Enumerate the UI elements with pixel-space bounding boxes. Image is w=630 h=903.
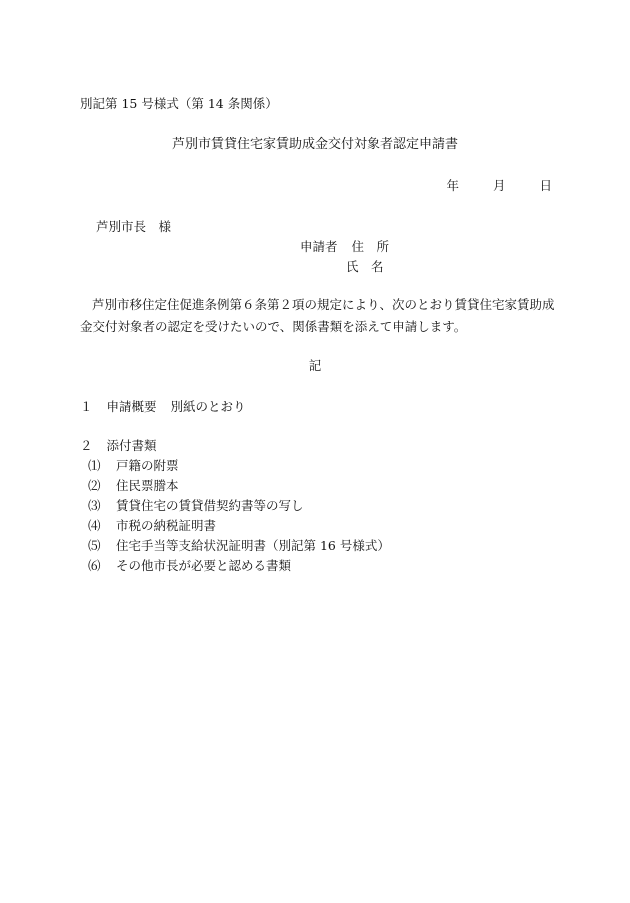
date-year: 年: [446, 178, 459, 193]
attachment-item: [88, 518, 216, 534]
section-1-text: 別紙のとおり: [170, 399, 246, 414]
attachment-item-text: その他市長が必要と認める書類: [116, 558, 292, 573]
attachment-item: [88, 538, 390, 554]
attachment-item: [88, 478, 179, 494]
section-1: [80, 399, 246, 415]
attachment-item: [88, 558, 291, 574]
section-1-number: １: [80, 399, 93, 414]
name-label: 氏 名: [346, 259, 384, 274]
section-2: [80, 438, 157, 454]
document-title: 芦別市賃貸住宅家賃助成金交付対象者認定申請書: [171, 137, 458, 152]
applicant-address-line: [300, 239, 389, 255]
attachment-item-text: 住宅手当等支給状況証明書（別記第 16 号様式）: [116, 538, 390, 553]
attachment-item: [88, 498, 304, 514]
attachment-item-number: ⑴: [88, 458, 101, 473]
ki-heading: 記: [308, 358, 322, 373]
attachment-item-text: 賃貸住宅の賃貸借契約書等の写し: [116, 498, 304, 513]
address-label: 住 所: [351, 239, 390, 254]
attachment-item: [88, 458, 179, 474]
applicant-role: 申請者: [300, 239, 338, 254]
attachment-item-number: ⑸: [88, 538, 101, 553]
date-month: 月: [492, 178, 506, 193]
section-2-number: ２: [80, 438, 93, 453]
date-day: 日: [539, 178, 552, 193]
addressee: 芦別市長 様: [96, 219, 172, 234]
attachment-item-text: 市税の納税証明書: [116, 518, 217, 533]
section-1-title: 申請概要: [106, 399, 157, 414]
date-line: [416, 178, 552, 194]
body-line-2: 金交付対象者の認定を受けたいので、関係書類を添えて申請します。: [80, 319, 467, 334]
attachment-item-number: ⑷: [88, 518, 101, 533]
attachment-item-number: ⑹: [88, 558, 101, 573]
body-line-1: 芦別市移住定住促進条例第６条第２項の規定により、次のとおり賃貸住宅家賃助成: [92, 297, 555, 312]
section-2-title: 添付書類: [106, 438, 157, 453]
applicant-name-line: [346, 259, 384, 275]
form-label: 別記第 15 号様式（第 14 条関係）: [80, 96, 278, 111]
attachment-item-number: ⑵: [88, 478, 101, 493]
attachment-item-text: 住民票謄本: [116, 478, 179, 493]
attachment-item-number: ⑶: [88, 498, 101, 513]
attachment-item-text: 戸籍の附票: [116, 458, 179, 473]
